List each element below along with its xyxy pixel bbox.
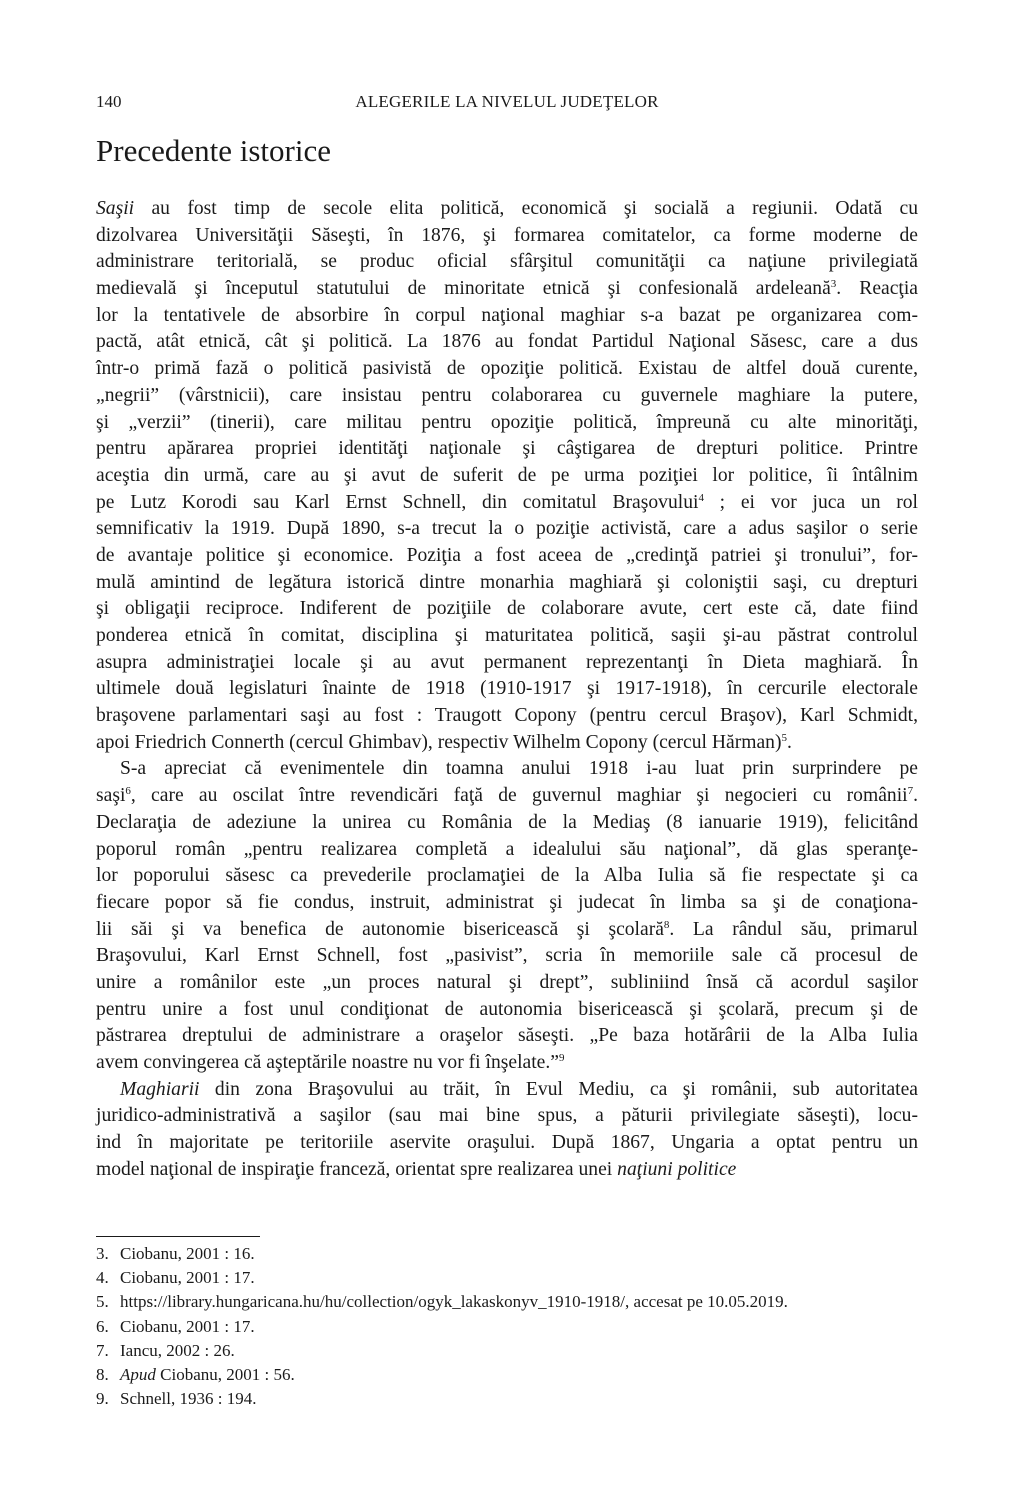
text-line	[96, 650, 918, 677]
text-run: lii săi şi va benefica de autonomie bisericească şi şcolară	[96, 918, 664, 940]
text-line	[96, 810, 918, 837]
line-content	[96, 810, 918, 837]
text-line	[96, 356, 918, 383]
text-line	[96, 1130, 918, 1157]
text-line	[96, 917, 918, 944]
paragraph-maghiarii	[96, 1077, 918, 1184]
footnote-text	[120, 1268, 255, 1287]
text-line	[96, 943, 918, 970]
text-run: administrare teritorială, se produc oficial sfârşitul comunităţii ca naţiune privilegiată	[96, 251, 918, 273]
text-line	[96, 676, 918, 703]
footnote-text	[120, 1389, 256, 1408]
text-run: dizolvarea Universităţii Săseşti, în 1876, şi formarea comitatelor, ca forme moderne de	[96, 224, 918, 246]
line-content	[96, 1103, 918, 1130]
text-run: din zona Braşovului au trăit, în Evul Mediu, ca şi românii, sub autoritatea	[199, 1078, 918, 1100]
text-run: braşovene parlamentari saşi au fost : Traugott Copony (pentru cercul Braşov), Karl Schmidt,	[96, 705, 918, 727]
text-run: asupra administraţiei locale şi au avut permanent reprezentanţi în Dieta maghiară. În	[96, 651, 918, 673]
line-content	[96, 436, 918, 463]
line-content	[96, 249, 918, 276]
text-run: .	[913, 785, 918, 807]
line-content	[96, 863, 918, 890]
text-line	[96, 436, 918, 463]
line-content	[96, 303, 918, 330]
footnote-separator	[96, 1236, 260, 1237]
page-number: 140	[96, 92, 122, 111]
paragraph-1918-events	[96, 756, 918, 1076]
text-run: pentru apărarea propriei identităţi naţionale şi câştigarea de drepturi politice. Printre	[96, 438, 918, 460]
text-line	[96, 783, 918, 810]
text-line	[96, 970, 918, 997]
text-run: Declaraţia de adeziune la unirea cu România de la Mediaş (8 ianuarie 1919), felicitând	[96, 811, 918, 833]
text-run: , care au oscilat între revendicări faţă de guvernul maghiar şi negocieri cu românii	[130, 785, 908, 807]
line-content	[96, 623, 918, 650]
line-content	[96, 223, 918, 250]
line-content	[96, 943, 918, 970]
text-line	[96, 837, 918, 864]
text-line	[96, 463, 918, 490]
line-content	[96, 730, 918, 757]
text-line	[96, 249, 918, 276]
text-run: lor poporului săsesc ca prevederile proclamaţiei de la Alba Iulia să fie respectate şi ca	[96, 865, 918, 887]
text-run: apoi Friedrich Connerth (cercul Ghimbav), respectiv Wilhelm Copony (cercul Hărman)	[96, 731, 782, 753]
line-content	[96, 970, 918, 997]
text-run: semnificativ la 1919. După 1890, s-a trecut la o poziţie activistă, care a adus saşilor o serie	[96, 518, 918, 540]
text-run: . Reacţia	[836, 278, 918, 300]
footnote-ref: 3	[830, 278, 837, 291]
text-line	[96, 596, 918, 623]
text-run: ; ei vor juca un rol	[703, 491, 918, 513]
italic-text: Maghiarii	[120, 1078, 200, 1100]
text-line	[96, 303, 918, 330]
footnote-number: 4.	[96, 1268, 109, 1288]
text-run: într-o primă fază o politică pasivistă de opoziţie politică. Existau de altfel două curente,	[96, 358, 918, 380]
text-run: ponderea etnică în comitat, disciplina şi maturitatea politică, saşii şi-au păstrat controlul	[96, 625, 918, 646]
text-line	[96, 1050, 918, 1077]
line-content	[96, 676, 918, 703]
footnote-item	[96, 1290, 918, 1314]
italic-text: Saşii	[96, 198, 135, 219]
line-content	[96, 837, 918, 864]
italic-text: naţiuni politice	[617, 1158, 737, 1180]
text-run: Braşovului, Karl Ernst Schnell, fost „pasivist”, scria în memoriile sale că procesul de	[96, 945, 918, 967]
line-content	[96, 890, 918, 917]
text-run: . La rândul său, primarul	[669, 918, 918, 940]
text-line	[96, 196, 918, 223]
text-run: pentru unire a fost unul condiţionat de autonomia bisericească şi şcolară, precum şi de	[96, 998, 918, 1020]
line-content	[96, 756, 918, 783]
text-line	[96, 997, 918, 1024]
footnote-number: 7.	[96, 1340, 109, 1360]
text-run: saşi	[96, 785, 126, 807]
footnote-ref: 6	[125, 785, 131, 798]
footnote-item	[96, 1387, 918, 1411]
footnote-ref: 5	[781, 731, 787, 744]
footnote-number: 6.	[96, 1316, 109, 1336]
line-content	[96, 1130, 918, 1157]
text-line	[96, 490, 918, 517]
line-content	[96, 276, 918, 303]
footnote-item	[96, 1363, 918, 1387]
footnote-number: 5.	[96, 1292, 109, 1312]
line-content	[96, 703, 918, 730]
text-run: poporul român „pentru realizarea completă a idealului său naţional”, dă glas speranţe-	[96, 838, 918, 860]
line-content	[96, 490, 918, 517]
paragraph-sasii	[96, 196, 918, 756]
text-line	[96, 543, 918, 570]
footnote-text	[120, 1341, 235, 1360]
text-run: unire a românilor este „un proces natural şi drept”, subliniind însă că acordul saşilor	[96, 971, 918, 993]
line-content	[96, 596, 918, 623]
text-line	[96, 730, 918, 757]
text-line	[96, 756, 918, 783]
text-run: pactă, atât etnică, cât şi politică. La 1876 au fondat Partidul Naţional Săsesc, care a dus	[96, 331, 918, 353]
text-run: pe Lutz Korodi sau Karl Ernst Schnell, din comitatul Braşovului	[96, 491, 699, 513]
italic-text: Apud	[120, 1364, 156, 1384]
text-run: ultimele două legislaturi înainte de 1918 (1910-1917 şi 1917-1918), în cercurile electorale	[96, 678, 918, 700]
footnote-number: 8.	[96, 1364, 109, 1384]
text-run: Ciobanu, 2001 : 56.	[155, 1364, 295, 1384]
text-line	[96, 890, 918, 917]
text-run: aceştia din urmă, care au şi avut de suferit de pe urma poziţiei lor politice, îi întâlnim	[96, 464, 918, 486]
section-title: Precedente istorice	[96, 133, 331, 168]
text-line	[96, 623, 918, 650]
text-run: mulă amintind de legătura istorică dintre monarhia maghiară şi coloniştii saşi, cu drepturi	[96, 571, 918, 593]
line-content	[96, 410, 918, 437]
text-run: „negrii” (vârstnicii), care insistau pentru colaborarea cu guvernele maghiare la putere,	[96, 384, 918, 406]
text-run: Ciobanu, 2001 : 16.	[120, 1244, 255, 1263]
footnote-number: 3.	[96, 1244, 109, 1263]
text-run: Schnell, 1936 : 194.	[120, 1389, 257, 1409]
footnote-text[interactable]	[120, 1292, 788, 1311]
line-content	[96, 383, 918, 410]
footnote-item	[96, 1242, 918, 1266]
line-content	[96, 329, 918, 356]
text-run: Ciobanu, 2001 : 17.	[120, 1268, 255, 1288]
footnotes	[96, 1242, 918, 1411]
text-line	[96, 570, 918, 597]
text-line	[96, 1103, 918, 1130]
text-run: model naţional de inspiraţie franceză, orientat spre realizarea unei	[96, 1158, 618, 1180]
text-line	[96, 410, 918, 437]
text-run: Ciobanu, 2001 : 17.	[120, 1316, 255, 1336]
running-title: ALEGERILE LA NIVELUL JUDEŢELOR	[355, 92, 659, 111]
line-content	[96, 196, 918, 223]
running-header	[96, 92, 918, 116]
line-content	[96, 463, 918, 490]
text-line	[96, 223, 918, 250]
text-line	[96, 1023, 918, 1050]
text-run: ind în majoritate pe teritoriile aservite oraşului. După 1867, Ungaria a optat pentru un	[96, 1132, 918, 1154]
line-content	[96, 356, 918, 383]
footnote-item	[96, 1315, 918, 1339]
text-run: avem convingerea că aşteptările noastre nu vor fi înşelate.”	[96, 1052, 559, 1073]
footnote-ref: 8	[663, 918, 670, 931]
text-run: au fost timp de secole elita politică, economică şi socială a regiunii. Odată cu	[134, 198, 918, 219]
line-content	[96, 543, 918, 570]
text-run: de avantaje politice şi economice. Poziţia a fost aceea de „credinţă patriei şi tronului”, for-	[96, 544, 918, 566]
text-run: .	[787, 731, 792, 753]
text-run: S-a apreciat că evenimentele din toamna anului 1918 i-au luat prin surprindere pe	[120, 758, 918, 780]
line-content	[96, 650, 918, 677]
line-content	[96, 1050, 918, 1077]
text-run: şi „verzii” (tinerii), care militau pentru opoziţie politică, împreună cu alte minorităţi,	[96, 411, 918, 433]
footnote-number: 9.	[96, 1389, 109, 1409]
text-run: păstrarea dreptului de administrare a oraşelor săseşti. „Pe baza hotărârii de la Alba Iulia	[96, 1025, 918, 1047]
line-content	[96, 783, 918, 810]
line-content	[96, 1077, 918, 1104]
line-content	[96, 516, 918, 543]
text-run: lor la tentativele de absorbire în corpul naţional maghiar s-a bazat pe organizarea com-	[96, 304, 918, 326]
text-run: şi obligaţii reciproce. Indiferent de poziţiile de colaborare avute, cert este că, date fiind	[96, 598, 918, 620]
text-line	[96, 383, 918, 410]
footnote-item	[96, 1339, 918, 1363]
text-line	[96, 1157, 918, 1184]
text-run: medievală şi începutul statutului de minoritate etnică şi confesională ardeleană	[96, 278, 831, 300]
text-line	[96, 516, 918, 543]
line-content	[96, 997, 918, 1024]
text-line	[96, 329, 918, 356]
footnote-ref: 4	[698, 491, 704, 504]
line-content	[96, 1157, 918, 1184]
line-content	[96, 1023, 918, 1050]
text-line	[96, 1077, 918, 1104]
footnote-text	[120, 1317, 255, 1336]
text-line	[96, 276, 918, 303]
line-content	[96, 570, 918, 597]
footnote-ref: 9	[558, 1052, 565, 1064]
footnote-item	[96, 1266, 918, 1290]
line-content	[96, 917, 918, 944]
text-run: https://library.hungaricana.hu/hu/collection/ogyk_lakaskonyv_1910-1918/, accesat pe 10.05.2019.	[120, 1292, 788, 1312]
text-line	[96, 703, 918, 730]
footnote-ref: 7	[907, 785, 914, 798]
footnote-text	[120, 1365, 295, 1384]
footnote-text	[120, 1244, 255, 1263]
text-line	[96, 863, 918, 890]
body-text	[96, 196, 918, 1183]
text-run: Iancu, 2002 : 26.	[120, 1340, 235, 1360]
text-run: fiecare popor să fie condus, instruit, administrat şi judecat în limba sa şi de conaţiona-	[96, 891, 918, 913]
text-run: juridico-administrativă a saşilor (sau mai bine spus, a păturii privilegiate săseşti), locu-	[96, 1105, 918, 1127]
